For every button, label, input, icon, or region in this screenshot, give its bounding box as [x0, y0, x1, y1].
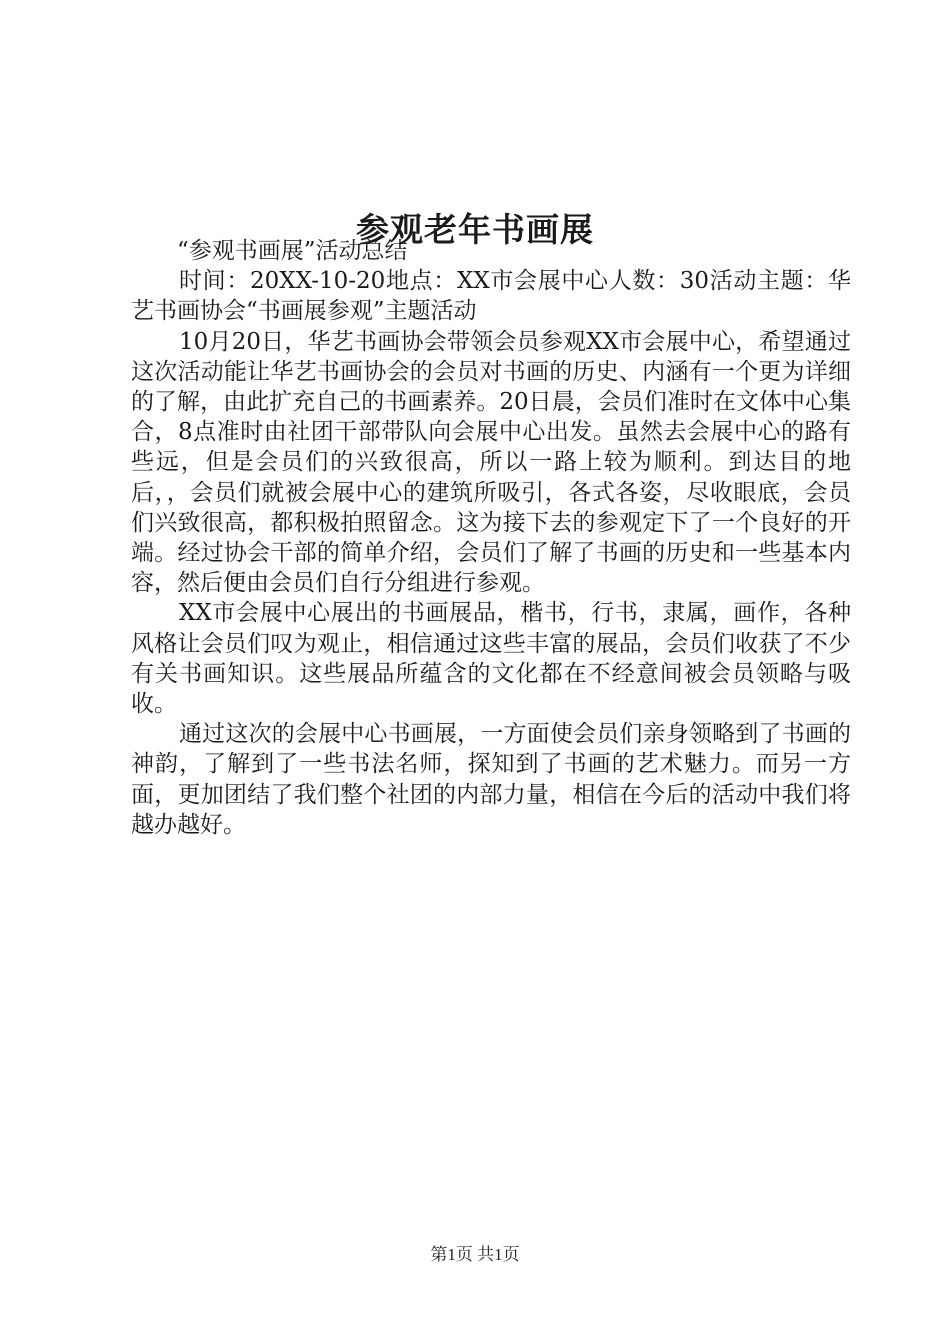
- paragraph-conclusion: 通过这次的会展中心书画展，一方面使会员们亲身领略到了书画的神韵，了解到了一些书法名师，探知到了书画的艺术魅力。而另一方面，更加团结了我们整个社团的内部力量，相信在今后的活动中我们将越办越好。: [131, 721, 851, 838]
- paragraph-event-info: 时间：20XX-10-20地点：XX市会展中心人数：30活动主题：华艺书画协会“书画展参观”主题活动: [131, 268, 851, 325]
- page-title: 参观老年书画展: [356, 210, 594, 250]
- paragraph-exhibition-content: XX市会展中心展出的书画展品，楷书，行书，隶属，画作，各种风格让会员们叹为观止，相信通过这些丰富的展品，会员们收获了不少有关书画知识。这些展品所蕴含的文化都在不经意间被会员领略与吸收。: [131, 600, 851, 718]
- page-footer: 第1页 共1页: [430, 1245, 520, 1264]
- paragraph-subtitle: “参观书画展”活动总结: [177, 238, 408, 264]
- document-body: [131, 236, 851, 840]
- paragraph-activity-description: 10月20日，华艺书画协会带领会员参观XX市会展中心，希望通过这次活动能让华艺书画协会的会员对书画的历史、内涵有一个更为详细的了解，由此扩充自己的书画素养。20日晨，会员们准时在文体中心集合，8点准时由社团干部带队向会展中心出发。虽然去会展中心的路有些远，但是会员们的兴致很高，所以一路上较为顺利。到达目的地后，，会员们就被会展中心的建筑所吸引，各式各姿，尽收眼底，会员们兴致很高，都积极拍照留念。这为接下去的参观定下了一个良好的开端。经过协会干部的简单介绍，会员们了解了书画的历史和一些基本内容，然后便由会员们自行分组进行参观。: [131, 328, 851, 597]
